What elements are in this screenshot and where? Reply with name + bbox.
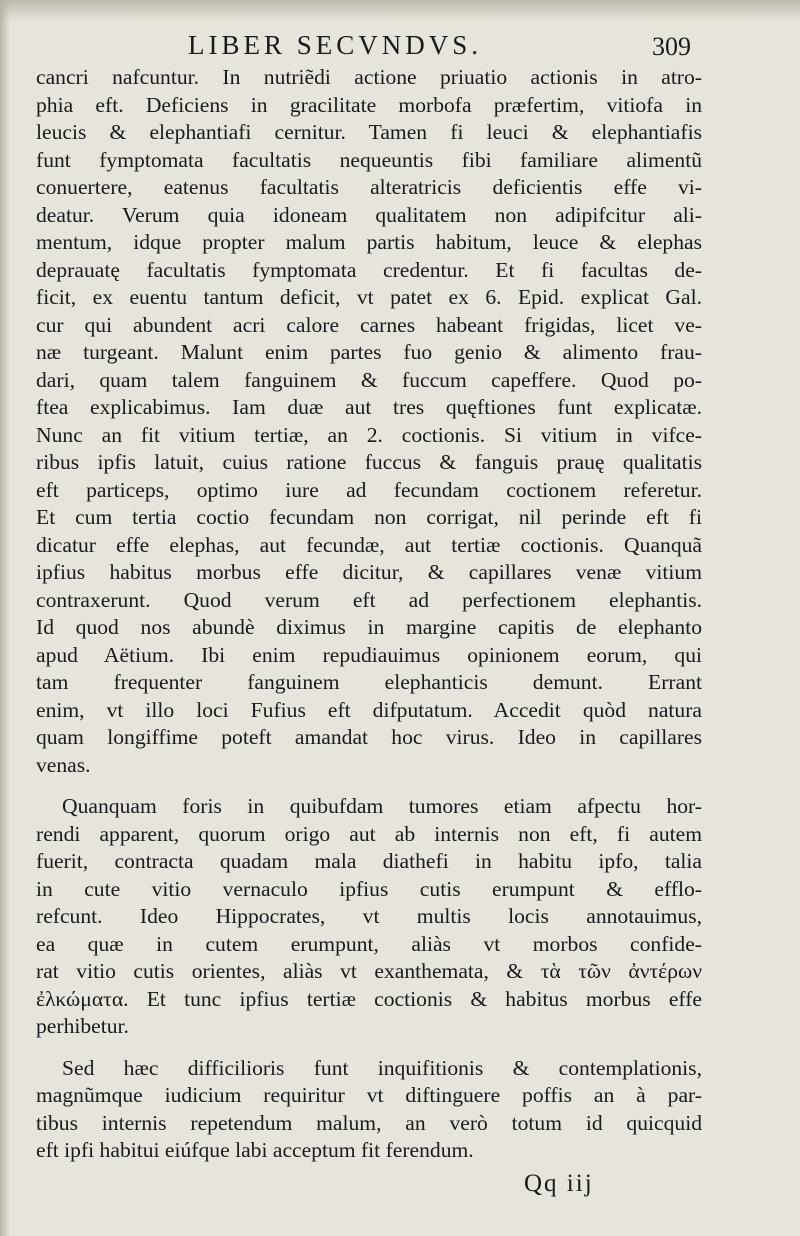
text-line: mentum, idque propter malum partis habitum, leuce & elephas: [36, 230, 702, 254]
text-line: contraxerunt. Quod verum eft ad perfectionem elephantis.: [36, 587, 702, 612]
text-line: tibus internis repetendum malum, an verò totum id quicquid: [36, 1110, 702, 1135]
text-line: refcunt. Ideo Hippocrates, vt multis locis annotauimus,: [36, 904, 702, 928]
text-line: ribus ipfis latuit, cuius ratione fuccus & fanguis prauę qualitatis: [36, 450, 702, 474]
paragraph: [36, 1055, 702, 1165]
text-line: eft ipfi habitui eiúfque labi acceptum fit ferendum.: [36, 1138, 474, 1162]
page-number: 309: [652, 32, 691, 61]
text-line: in cute vitio vernaculo ipfius cutis erumpunt & efflo-: [36, 876, 702, 901]
text-line: eft particeps, optimo iure ad fecundam coctionem referetur.: [36, 477, 702, 502]
text-line: ficit, ex euentu tantum deficit, vt patet ex 6. Epid. explicat Gal.: [36, 285, 702, 309]
text-line: næ turgeant. Malunt enim partes fuo genio & alimento frau-: [36, 340, 702, 364]
text-line: dicatur effe elephas, aut fecundæ, aut tertiæ coctionis. Quanquã: [36, 532, 702, 557]
text-line: rat vitio cutis orientes, aliàs vt exanthemata, & τὰ τῶν ἀντέρων: [36, 959, 702, 983]
page-header: [0, 30, 800, 66]
page-shadow-top: [0, 0, 800, 22]
text-line: Nunc an fit vitium tertiæ, an 2. coctionis. Si vitium in vifce-: [36, 422, 702, 447]
body-text: [36, 64, 702, 1165]
text-line: ἐλκώματα. Et tunc ipfius tertiæ coctionis & habitus morbus effe: [36, 986, 702, 1011]
paragraph-gap: [36, 1041, 702, 1055]
text-line: venas.: [36, 752, 91, 777]
text-line: fuerit, contracta quadam mala diathefi in habitu ipfo, talia: [36, 849, 702, 873]
text-line: tam frequenter fanguinem elephanticis demunt. Errant: [36, 670, 702, 694]
running-head: LIBER SECVNDVS.: [188, 30, 483, 60]
text-line: Sed hæc difficilioris funt inquifitionis & contemplationis,: [62, 1055, 702, 1080]
text-line: leucis & elephantiafi cernitur. Tamen fi leuci & elephantiafis: [36, 120, 702, 144]
text-line: phia eft. Deficiens in gracilitate morbofa præfertim, vitiofa in: [36, 92, 702, 117]
text-line: Id quod nos abundè diximus in margine capitis de elephanto: [36, 615, 702, 639]
text-line: funt fymptomata facultatis nequeuntis fibi familiare alimentũ: [36, 147, 702, 172]
text-line: cur qui abundent acri calore carnes habeant frigidas, licet ve-: [36, 312, 702, 337]
text-line: perhibetur.: [36, 1014, 129, 1038]
text-line: ea quæ in cutem erumpunt, aliàs vt morbos confide-: [36, 931, 702, 956]
text-line: rendi apparent, quorum origo aut ab internis non eft, fi autem: [36, 821, 702, 846]
text-line: deprauatę facultatis fymptomata credentur. Et fi facultas de-: [36, 257, 702, 282]
text-line: quam longiffime poteft amandat hoc virus. Ideo in capillares: [36, 725, 702, 749]
text-line: ipfius habitus morbus effe dicitur, & capillares venæ vitium: [36, 560, 702, 584]
text-line: dari, quam talem fanguinem & fuccum capeffere. Quod po-: [36, 367, 702, 392]
paragraph: [36, 793, 702, 1041]
signature-mark: Qq iij: [524, 1170, 594, 1197]
text-line: Quanquam foris in quibufdam tumores etiam afpectu hor-: [62, 794, 702, 818]
text-line: cancri nafcuntur. In nutriẽdi actione priuatio actionis in atro-: [36, 65, 702, 89]
text-line: enim, vt illo loci Fufius eft difputatum. Accedit quòd natura: [36, 697, 702, 722]
text-line: apud Aëtium. Ibi enim repudiauimus opinionem eorum, qui: [36, 642, 702, 667]
text-line: deatur. Verum quia idoneam qualitatem non adipifcitur ali-: [36, 202, 702, 227]
paragraph-gap: [36, 779, 702, 793]
page-shadow-left: [0, 0, 10, 1236]
text-line: magnũmque iudicium requiritur vt diftinguere poffis an à par-: [36, 1083, 702, 1107]
paragraph: [36, 64, 702, 779]
text-line: ftea explicabimus. Iam duæ aut tres quęftiones funt explicatæ.: [36, 395, 702, 419]
text-line: Et cum tertia coctio fecundam non corrigat, nil perinde eft fi: [36, 505, 702, 529]
text-line: conuertere, eatenus facultatis alteratricis deficientis effe vi-: [36, 175, 702, 199]
